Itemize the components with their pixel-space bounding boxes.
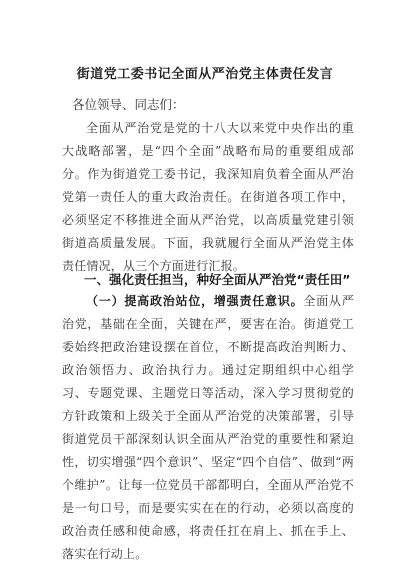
subsection-body: 全面从严治党，基础在全面，关键在严，要害在治。街道党工委始终把政治建设摆在首位，不断提高政治判断力、政治领悟力、政治执行力。通过定期组织中心组学习、专题党课、主题党日等活动，深入学习贯彻党的方针政策和上级关于全面从严治党的决策部署，引导街道党员干部深刻认识全面从严治党的重要性和紧迫性，切实增强“四个意识”、坚定“四个自信”、做到“两个维护”。让每一位党员干部都明白，全面从严治党不是一句口号，而是要实实在在的行动，必须以高度的政治责任感和使命感，将责任扛在肩上、抓在手上、落实在行动上。 xyxy=(62,294,354,561)
section-heading: 一、强化责任担当，种好全面从严治党“责任田” xyxy=(84,272,351,287)
subsection-lead: （一）提高政治站位，增强责任意识。 xyxy=(86,294,304,308)
intro-paragraph: 全面从严治党是党的十八大以来党中央作出的重大战略部署，是“四个全面”战略布局的重要组成部分。作为街道党工委书记，我深知肩负着全面从严治党第一责任人的重大政治责任。在街道各项工作中，必须坚定不移推进全面从严治党，以高质量党建引领街道高质量发展。下面，我就履行全面从严治党主体责任情况，从三个方面进行汇报。 xyxy=(62,121,354,273)
salutation: 各位领导、同志们： xyxy=(72,97,185,112)
subsection-paragraph xyxy=(62,290,354,566)
document-title: 街道党工委书记全面从严治党主体责任发言 xyxy=(76,67,334,82)
